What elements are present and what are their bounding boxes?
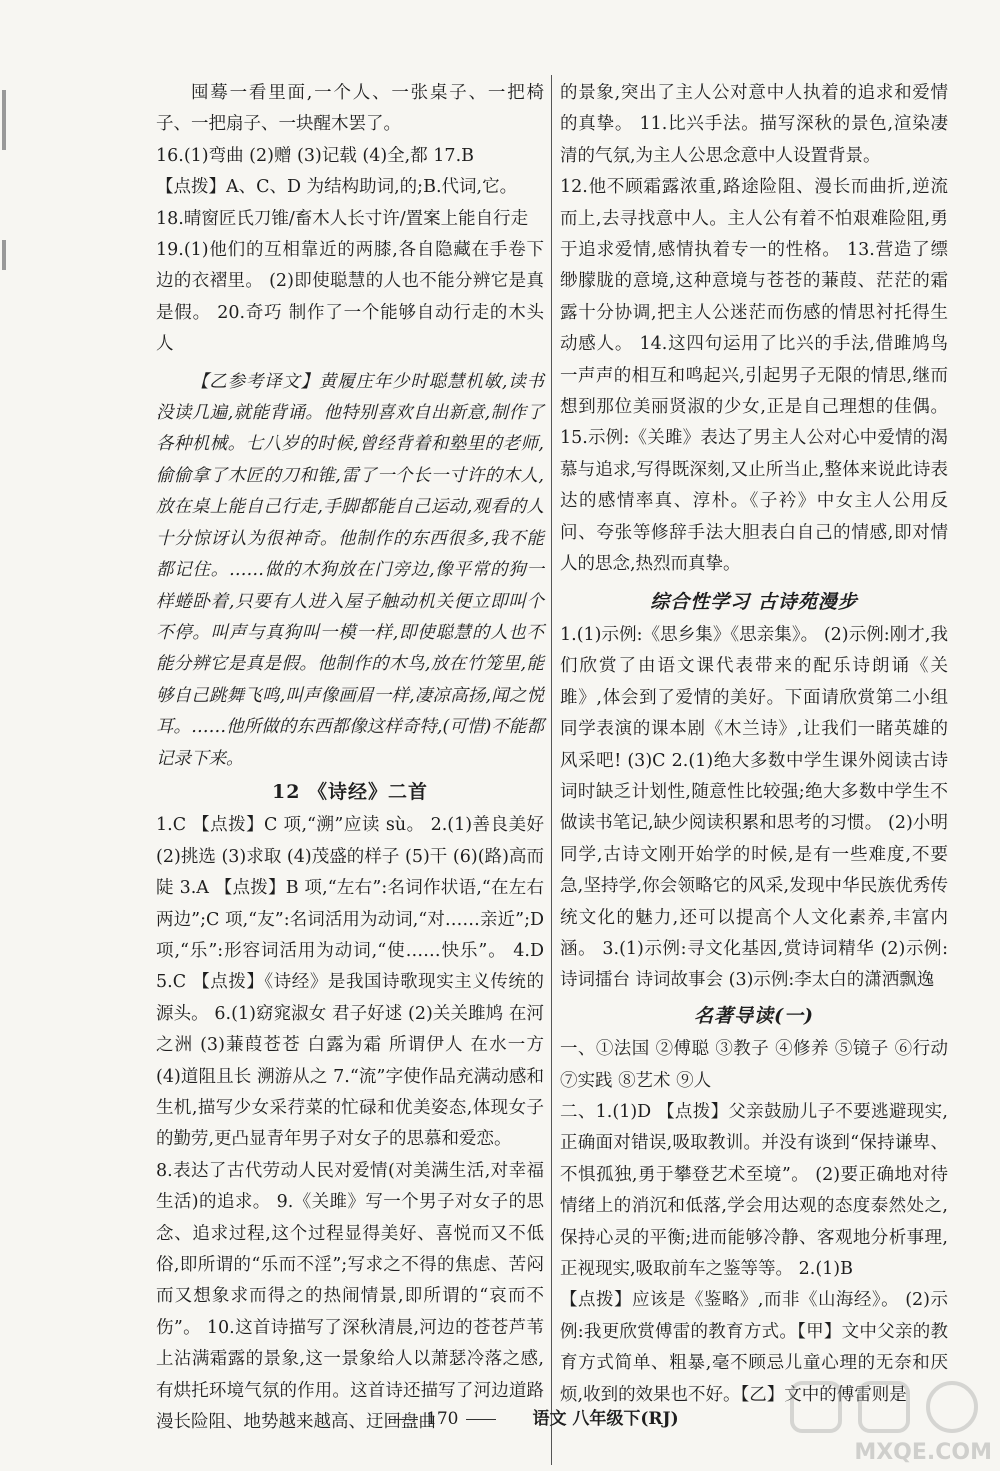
watermark bbox=[782, 1377, 992, 1465]
paragraph: 一、①法国 ②傅聪 ③教子 ④修养 ⑤镜子 ⑥行动 ⑦实践 ⑧艺术 ⑨人 bbox=[560, 1039, 948, 1091]
page-footer bbox=[380, 1404, 780, 1429]
section-title: 12 《诗经》二首 bbox=[271, 780, 429, 803]
column-divider bbox=[551, 75, 552, 1465]
left-column bbox=[156, 78, 544, 1438]
paragraph: 8.表达了古代劳动人民对爱情(对美满生活,对幸福生活)的追求。 9.《关雎》写一个男子对女子的思念、追求过程,这个过程显得美好、喜悦而又不低俗,即所谓的“乐而不淫”;写求之不得的焦虑、苦闷而又想象求而得之的热闹情景,即所谓的“哀而不伤”。 10.这首诗描写了深秋清晨,河边的苍苍芦苇上沾满霜露的景象,这一景象给人以萧瑟冷落之感,有烘托环境气氛的作用。这首诗还描写了河边道路漫长险阻、地势越来越高、迂回盘曲 bbox=[156, 1160, 544, 1433]
footer-dash bbox=[388, 1419, 418, 1420]
paragraph: 囤蓦一看里面,一个人、一张桌子、一把椅子、一把扇子、一块醒木罢了。 bbox=[156, 83, 544, 135]
section-title: 名著导读(一) bbox=[694, 1004, 814, 1027]
scan-margin-mark bbox=[2, 90, 6, 150]
paragraph: 12.他不顾霜露浓重,路途险阻、漫长而曲折,逆流而上,去寻找意中人。主人公有着不怕艰难险阻,勇于追求爱情,感情执着专一的性格。 13.营造了缥缈朦胧的意境,这种意境与苍苍的蒹葭、茫茫的霜露十分协调,把主人公迷茫而伤感的情思衬托得生动感人。 14.这四句运用了比兴的手法,借雎鸠鸟一声声的相互和鸣起兴,引起男子无限的情思,继而想到那位美丽贤淑的少女,正是自己理想的佳偶。 15.示例:《关雎》表达了男主人公对心中爱情的渴慕与追求,写得既深刻,又止所当止,整体来说此诗表达的感情率真、淳朴。《子衿》中女主人公用反问、夸张等修辞手法大胆表白自己的情感,即对情人的思念,热烈而真挚。 bbox=[560, 177, 948, 575]
paragraph: 19.(1)他们的互相靠近的两膝,各自隐藏在手卷下边的衣褶里。 (2)即使聪慧的人也不能分辨它是真是假。 20.奇巧 制作了一个能够自动行走的木头人 bbox=[156, 240, 544, 355]
watermark-logo-icon bbox=[788, 1377, 988, 1437]
paragraph: 的景象,突出了主人公对意中人执着的追求和爱情的真挚。 11.比兴手法。描写深秋的景色,渲染凄清的气氛,为主人公思念意中人设置背景。 bbox=[560, 83, 948, 166]
paragraph: 【点拨】A、C、D 为结构助词,的;B.代词,它。 bbox=[156, 177, 518, 198]
paragraph: 二、1.(1)D 【点拨】父亲鼓励儿子不要逃避现实,正确面对错误,吸取教训。并没有谈到“保持谦卑、不惧孤独,勇于攀登艺术至境”。 (2)要正确地对待情绪上的消沉和低落,学会用达观的态度泰然处之,保持心灵的平衡;进而能够冷静、客观地分析事理,正视现实,吸取前车之鉴等等。 2.(1)B bbox=[560, 1102, 948, 1280]
paragraph: 18.晴窗匠氏刀锥/畜木人长寸许/置案上能自行走 bbox=[156, 208, 529, 229]
section-title: 综合性学习 古诗苑漫步 bbox=[650, 590, 858, 613]
paragraph: 16.(1)弯曲 (2)赠 (3)记载 (4)全,都 17.B bbox=[156, 145, 474, 166]
footer-dash bbox=[466, 1419, 496, 1420]
paragraph: 1.C 【点拨】C 项,“溯”应读 sù。 2.(1)善良美好 (2)挑选 (3)求取 (4)茂盛的样子 (5)干 (6)(路)高而陡 3.A 【点拨】B 项,“左右”:名词作状语,“在左右两边”;C 项,“友”:名词活用为动词,“对……亲近”;D 项,“乐”:形容词活用为动词,“使……快乐”。 4.D 5.C 【点拨】《诗经》是我国诗歌现实主义传统的源头。 6.(1)窈窕淑女 君子好逑 (2)关关雎鸠 在河之洲 (3)蒹葭苍苍 白露为霜 所谓伊人 在水一方 (4)道阻且长 溯游从之 7.“流”字使作品充满动感和生机,描写少女采荇菜的忙碌和优美姿态,体现女子的勤劳,更凸显青年男子对女子的思慕和爱恋。 bbox=[156, 815, 544, 1150]
page-number: 170 bbox=[426, 1409, 459, 1429]
scan-margin-mark bbox=[2, 240, 6, 270]
paragraph: 【点拨】应该是《鉴略》,而非《山海经》。 (2)示例:我更欣赏傅雷的教育方式。【甲】文中父亲的教育方式简单、粗暴,毫不顾忌儿童心理的无奈和厌烦,收到的效果也不好。【乙】文中的傅雷则是 bbox=[560, 1290, 948, 1405]
right-column bbox=[560, 78, 948, 1411]
translation-paragraph: 【乙参考译文】黄履庄年少时聪慧机敏,读书没读几遍,就能背诵。他特别喜欢自出新意,制作了各种机械。七八岁的时候,曾经背着和塾里的老师,偷偷拿了木匠的刀和锥,雷了一个长一寸许的木人,放在桌上能自己行走,手脚都能自己运动,观看的人十分惊讶认为很神奇。他制作的东西很多,我不能都记住。……做的木狗放在门旁边,像平常的狗一样蜷卧着,只要有人进入屋子触动机关便立即叫个不停。叫声与真狗叫一模一样,即使聪慧的人也不能分辨它是真是假。他制作的木鸟,放在竹笼里,能够自己跳舞飞鸣,叫声像画眉一样,凄凉高扬,闻之悦耳。……他所做的东西都像这样奇特,(可惜)不能都记录下来。 bbox=[156, 371, 544, 769]
paragraph: 1.(1)示例:《思乡集》《思亲集》。 (2)示例:刚才,我们欣赏了由语文课代表带来的配乐诗朗诵《关雎》,体会到了爱情的美好。下面请欣赏第二小组同学表演的课本剧《木兰诗》,让我们一睹英雄的风采吧! (3)C 2.(1)绝大多数中学生课外阅读古诗词时缺乏计划性,随意性比较强;绝大多数中学生不做读书笔记,缺少阅读积累和思考的习惯。 (2)小明同学,古诗文刚开始学的时候,是有一些难度,不要急,坚持学,你会领略它的风采,发现中华民族优秀传统文化的魅力,还可以提高个人文化素养,丰富内涵。 3.(1)示例:寻文化基因,赏诗词精华 (2)示例:诗词擂台 诗词故事会 (3)示例:李太白的潇洒飘逸 bbox=[560, 624, 948, 991]
watermark-url: MXQE.COM bbox=[854, 1440, 992, 1465]
subject-label: 语文 八年级下(RJ) bbox=[532, 1409, 679, 1429]
